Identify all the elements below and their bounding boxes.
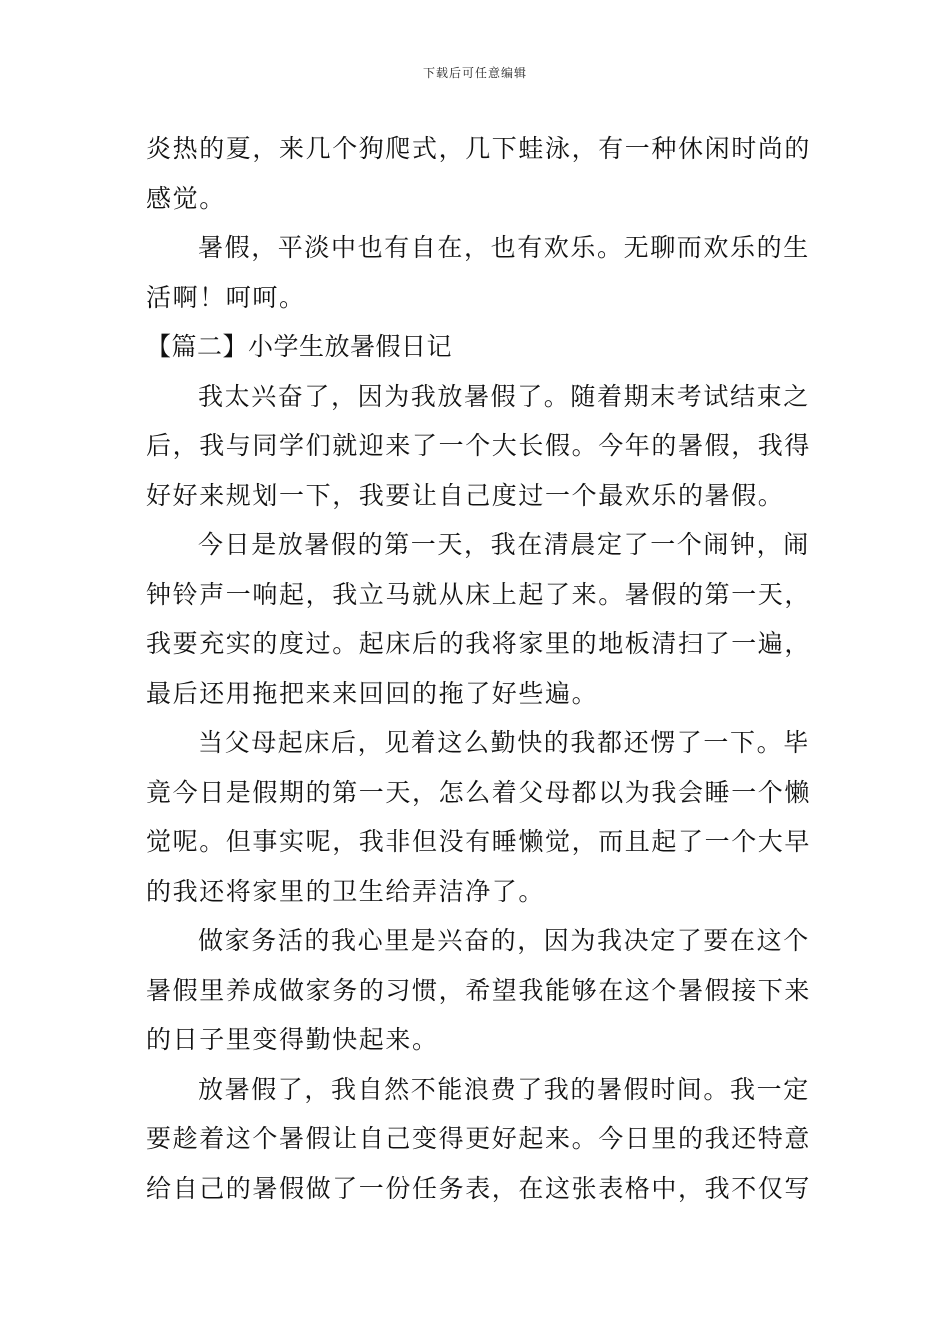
text-line: 炎热的夏，来几个狗爬式，几下蛙泳，有一种休闲时尚的 <box>146 134 812 163</box>
text-line: 当父母起床后，见着这么勤快的我都还愣了一下。毕 <box>198 728 810 757</box>
text-line: 给自己的暑假做了一份任务表，在这张表格中，我不仅写 <box>146 1173 812 1203</box>
text-line: 竟今日是假期的第一天，怎么着父母都以为我会睡一个懒 <box>146 777 812 807</box>
text-line: 的我还将家里的卫生给弄洁净了。 <box>146 876 546 906</box>
text-line: 觉呢。但事实呢，我非但没有睡懒觉，而且起了一个大早 <box>146 827 812 856</box>
text-line: 活啊！呵呵。 <box>146 282 306 312</box>
header-note: 下载后可任意编辑 <box>422 66 527 80</box>
text-line: 最后还用拖把来来回回的拖了好些遍。 <box>146 678 599 708</box>
text-line: 感觉。 <box>146 183 226 213</box>
body-text <box>146 124 812 1213</box>
text-line: 我太兴奋了，因为我放暑假了。随着期末考试结束之 <box>198 381 810 411</box>
text-line: 暑假里养成做家务的习惯，希望我能够在这个暑假接下来 <box>146 975 812 1005</box>
text-line: 后，我与同学们就迎来了一个大长假。今年的暑假，我得 <box>146 431 812 460</box>
text-line: 好好来规划一下，我要让自己度过一个最欢乐的暑假。 <box>146 480 785 510</box>
section-heading: 【篇二】小学生放暑假日记 <box>146 332 453 361</box>
text-line: 要趁着这个暑假让自己变得更好起来。今日里的我还特意 <box>146 1124 812 1153</box>
text-line: 放暑假了，我自然不能浪费了我的暑假时间。我一定 <box>198 1074 810 1104</box>
text-line: 暑假，平淡中也有自在，也有欢乐。无聊而欢乐的生 <box>198 233 810 262</box>
text-line: 钟铃声一响起，我立马就从床上起了来。暑假的第一天， <box>146 579 812 609</box>
text-line: 我要充实的度过。起床后的我将家里的地板清扫了一遍， <box>146 629 812 658</box>
text-line: 做家务活的我心里是兴奋的，因为我决定了要在这个 <box>198 926 810 955</box>
text-line: 今日是放暑假的第一天，我在清晨定了一个闹钟，闹 <box>198 530 810 559</box>
text-line: 的日子里变得勤快起来。 <box>146 1025 439 1054</box>
